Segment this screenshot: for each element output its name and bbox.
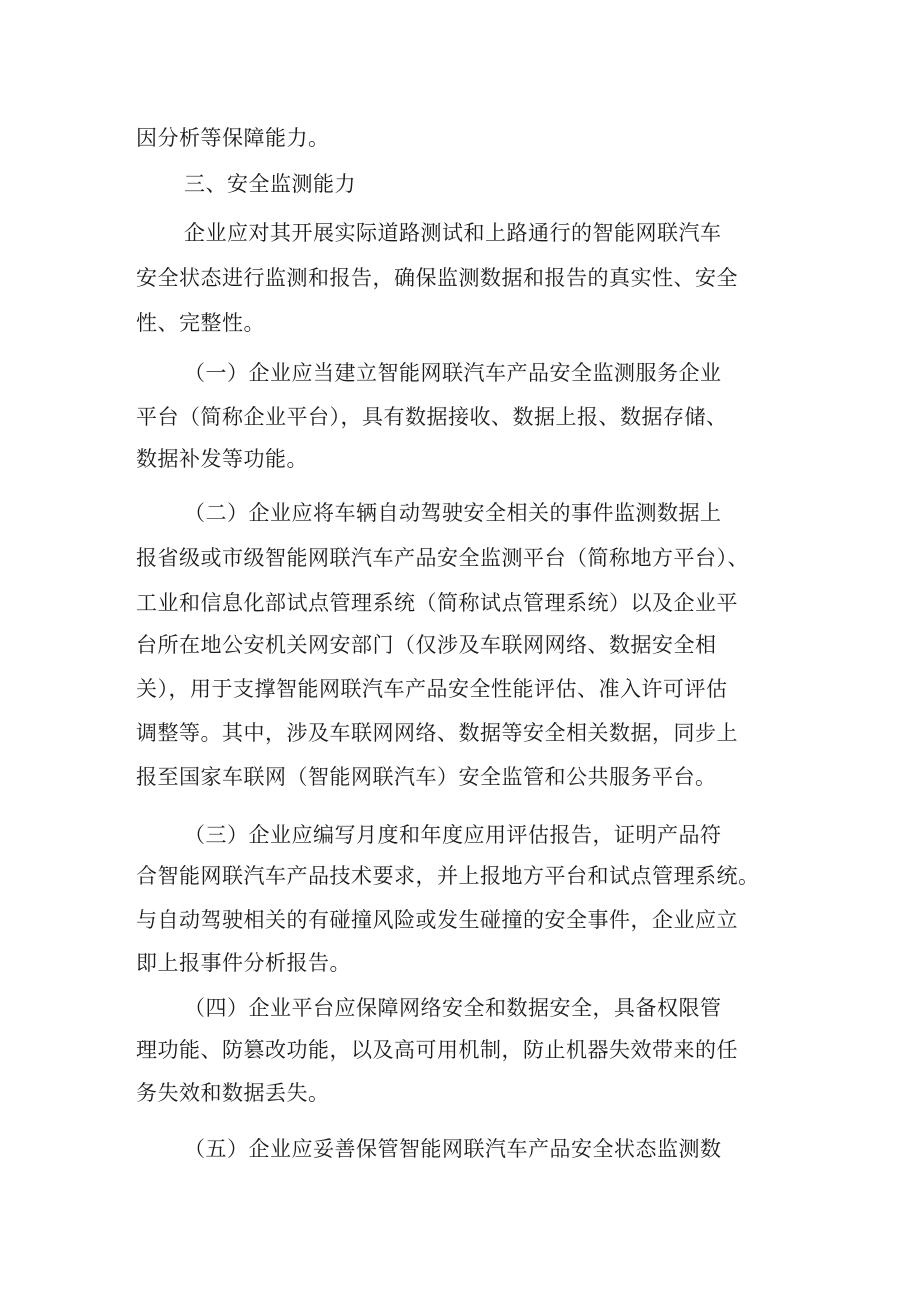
text-line: （五）企业应妥善保管智能网联汽车产品安全状态监测数 xyxy=(184,1137,722,1161)
text-line: 因分析等保障能力。 xyxy=(136,126,330,150)
text-line: 务失效和数据丢失。 xyxy=(136,1081,330,1105)
text-line: 企业应对其开展实际道路测试和上路通行的智能网联汽车 xyxy=(184,221,722,245)
text-line: （四）企业平台应保障网络安全和数据安全，具备权限管 xyxy=(184,996,722,1020)
text-line: （二）企业应将车辆自动驾驶安全相关的事件监测数据上 xyxy=(184,501,722,525)
text-line: 报省级或市级智能网联汽车产品安全监测平台（简称地方平台）、 xyxy=(136,546,749,570)
text-line: 工业和信息化部试点管理系统（简称试点管理系统）以及企业平 xyxy=(136,591,738,615)
text-line: 合智能网联汽车产品技术要求，并上报地方平台和试点管理系统。 xyxy=(136,864,760,888)
text-line: 与自动驾驶相关的有碰撞风险或发生碰撞的安全事件，企业应立 xyxy=(136,908,738,932)
text-line: （一）企业应当建立智能网联汽车产品安全监测服务企业 xyxy=(184,361,722,385)
section-heading: 三、安全监测能力 xyxy=(184,172,356,196)
text-line: 即上报事件分析报告。 xyxy=(136,951,351,975)
text-line: 平台（简称企业平台），具有数据接收、数据上报、数据存储、 xyxy=(136,405,728,429)
text-line: 理功能、防篡改功能，以及高可用机制，防止机器失效带来的任 xyxy=(136,1038,738,1062)
text-line: 安全状态进行监测和报告，确保监测数据和报告的真实性、安全 xyxy=(136,266,738,290)
text-line: 数据补发等功能。 xyxy=(136,447,308,471)
text-line: （三）企业应编写月度和年度应用评估报告，证明产品符 xyxy=(184,823,722,847)
text-line: 性、完整性。 xyxy=(136,311,265,335)
text-line: 台所在地公安机关网安部门（仅涉及车联网网络、数据安全相 xyxy=(136,633,717,657)
text-line: 报至国家车联网（智能网联汽车）安全监管和公共服务平台。 xyxy=(136,765,717,789)
text-line: 关），用于支撑智能网联汽车产品安全性能评估、准入许可评估 xyxy=(136,677,728,701)
text-line: 调整等。其中，涉及车联网网络、数据等安全相关数据，同步上 xyxy=(136,721,738,745)
